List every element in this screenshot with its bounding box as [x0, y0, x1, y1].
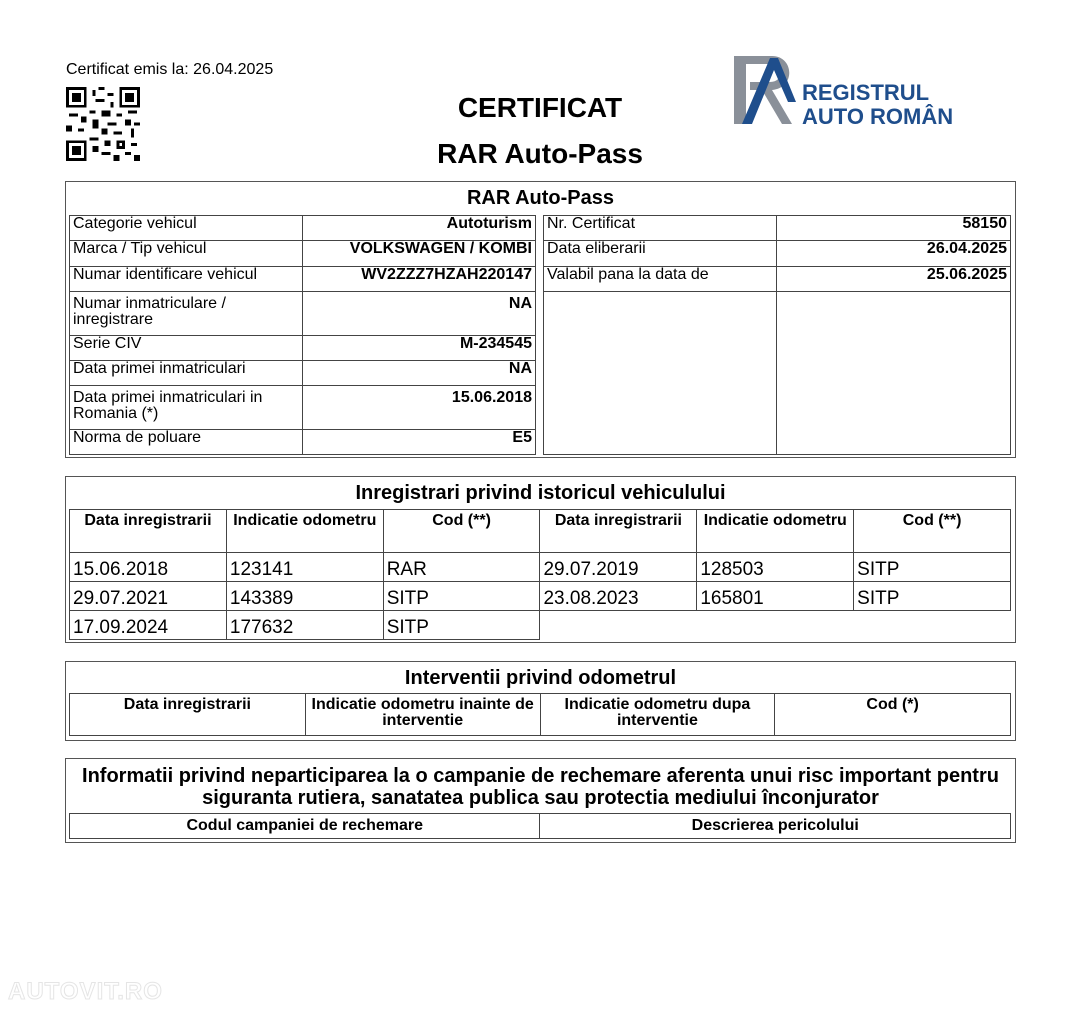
- row-label: Data primei inmatriculari: [70, 361, 303, 386]
- table-row: [70, 241, 536, 267]
- row-label: Data eliberarii: [544, 241, 777, 267]
- row-value: E5: [303, 430, 536, 455]
- vehicle-details-table: [69, 215, 536, 455]
- empty-cell: [854, 611, 1011, 640]
- interventions-table: [69, 693, 1011, 736]
- table-row: [70, 336, 536, 361]
- empty-cell: [777, 292, 1011, 455]
- column-header: Data inregistrarii: [70, 510, 227, 553]
- column-header: Indicatie odometru inainte de interventie: [305, 694, 540, 736]
- record-code: RAR: [383, 553, 540, 582]
- row-label: Valabil pana la data de: [544, 267, 777, 292]
- certificate-subtitle: RAR Auto-Pass: [437, 138, 643, 169]
- empty-cell: [540, 611, 697, 640]
- history-table: [69, 509, 1011, 640]
- record-date: 29.07.2021: [70, 582, 227, 611]
- record-code: SITP: [854, 582, 1011, 611]
- record-odometer: 177632: [226, 611, 383, 640]
- column-header: Cod (**): [383, 510, 540, 553]
- row-value: 58150: [777, 216, 1011, 241]
- row-value: 25.06.2025: [777, 267, 1011, 292]
- column-header: Cod (**): [854, 510, 1011, 553]
- column-header: Descrierea pericolului: [540, 814, 1011, 839]
- table-row: [70, 267, 536, 292]
- record-code: SITP: [383, 611, 540, 640]
- row-value: WV2ZZZ7HZAH220147: [303, 267, 536, 292]
- table-row: [544, 216, 1011, 241]
- row-label: Norma de poluare: [70, 430, 303, 455]
- column-header: Codul campaniei de rechemare: [70, 814, 540, 839]
- certificate-title: CERTIFICAT: [457, 92, 623, 123]
- row-label: Numar identificare vehicul: [70, 267, 303, 292]
- qr-code: [66, 87, 140, 161]
- column-header: Indicatie odometru dupa interventie: [540, 694, 775, 736]
- table-row: [70, 553, 1011, 582]
- autopass-section-title: RAR Auto-Pass: [466, 187, 615, 209]
- table-row: [70, 292, 536, 336]
- table-header-row: [70, 814, 1011, 839]
- table-row: [70, 430, 536, 455]
- row-value: NA: [303, 361, 536, 386]
- column-header: Data inregistrarii: [540, 510, 697, 553]
- recall-section-title: Informatii privind neparticiparea la o campanie de rechemare aferenta unui risc important pentru siguranta rutiera, sanatatea publica sau protectia mediului înconjurator: [82, 765, 999, 809]
- table-row: [70, 361, 536, 386]
- watermark: AUTOVIT.RO: [8, 978, 163, 1005]
- row-value: 15.06.2018: [303, 386, 536, 430]
- row-label: Categorie vehicul: [70, 216, 303, 241]
- record-odometer: 143389: [226, 582, 383, 611]
- record-odometer: 128503: [697, 553, 854, 582]
- record-date: 15.06.2018: [70, 553, 227, 582]
- table-header-row: [70, 694, 1011, 736]
- row-value: NA: [303, 292, 536, 336]
- record-code: SITP: [383, 582, 540, 611]
- table-row: [544, 267, 1011, 292]
- column-header: Indicatie odometru: [226, 510, 383, 553]
- row-label: Marca / Tip vehicul: [70, 241, 303, 267]
- column-header: Data inregistrarii: [70, 694, 306, 736]
- table-row: [544, 241, 1011, 267]
- recall-table: [69, 813, 1011, 839]
- certificate-issued-date: Certificat emis la: 26.04.2025: [66, 61, 274, 78]
- row-value: VOLKSWAGEN / KOMBI: [303, 241, 536, 267]
- record-odometer: 123141: [226, 553, 383, 582]
- record-odometer: 165801: [697, 582, 854, 611]
- row-label: Data primei inmatriculari in Romania (*): [70, 386, 303, 430]
- certificate-info-table: [543, 215, 1011, 455]
- interventions-section-title: Interventii privind odometrul: [404, 667, 677, 689]
- logo-line2: AUTO ROMÂN: [802, 104, 954, 128]
- column-header: Indicatie odometru: [697, 510, 854, 553]
- row-label: Numar inmatriculare / inregistrare: [70, 292, 303, 336]
- record-date: 23.08.2023: [540, 582, 697, 611]
- row-label: Serie CIV: [70, 336, 303, 361]
- column-header: Cod (*): [775, 694, 1011, 736]
- record-date: 17.09.2024: [70, 611, 227, 640]
- table-row: [70, 386, 536, 430]
- table-row: [70, 611, 1011, 640]
- row-label: Nr. Certificat: [544, 216, 777, 241]
- row-value: M-234545: [303, 336, 536, 361]
- history-section-title: Inregistrari privind istoricul vehiculului: [355, 482, 726, 504]
- logo-line1: REGISTRUL: [802, 80, 930, 105]
- table-header-row: [70, 510, 1011, 553]
- table-row: [544, 292, 1011, 455]
- record-date: 29.07.2019: [540, 553, 697, 582]
- empty-cell: [697, 611, 854, 640]
- empty-cell: [544, 292, 777, 455]
- row-value: 26.04.2025: [777, 241, 1011, 267]
- table-row: [70, 582, 1011, 611]
- table-row: [70, 216, 536, 241]
- row-value: Autoturism: [303, 216, 536, 241]
- rar-logo: [732, 52, 962, 128]
- record-code: SITP: [854, 553, 1011, 582]
